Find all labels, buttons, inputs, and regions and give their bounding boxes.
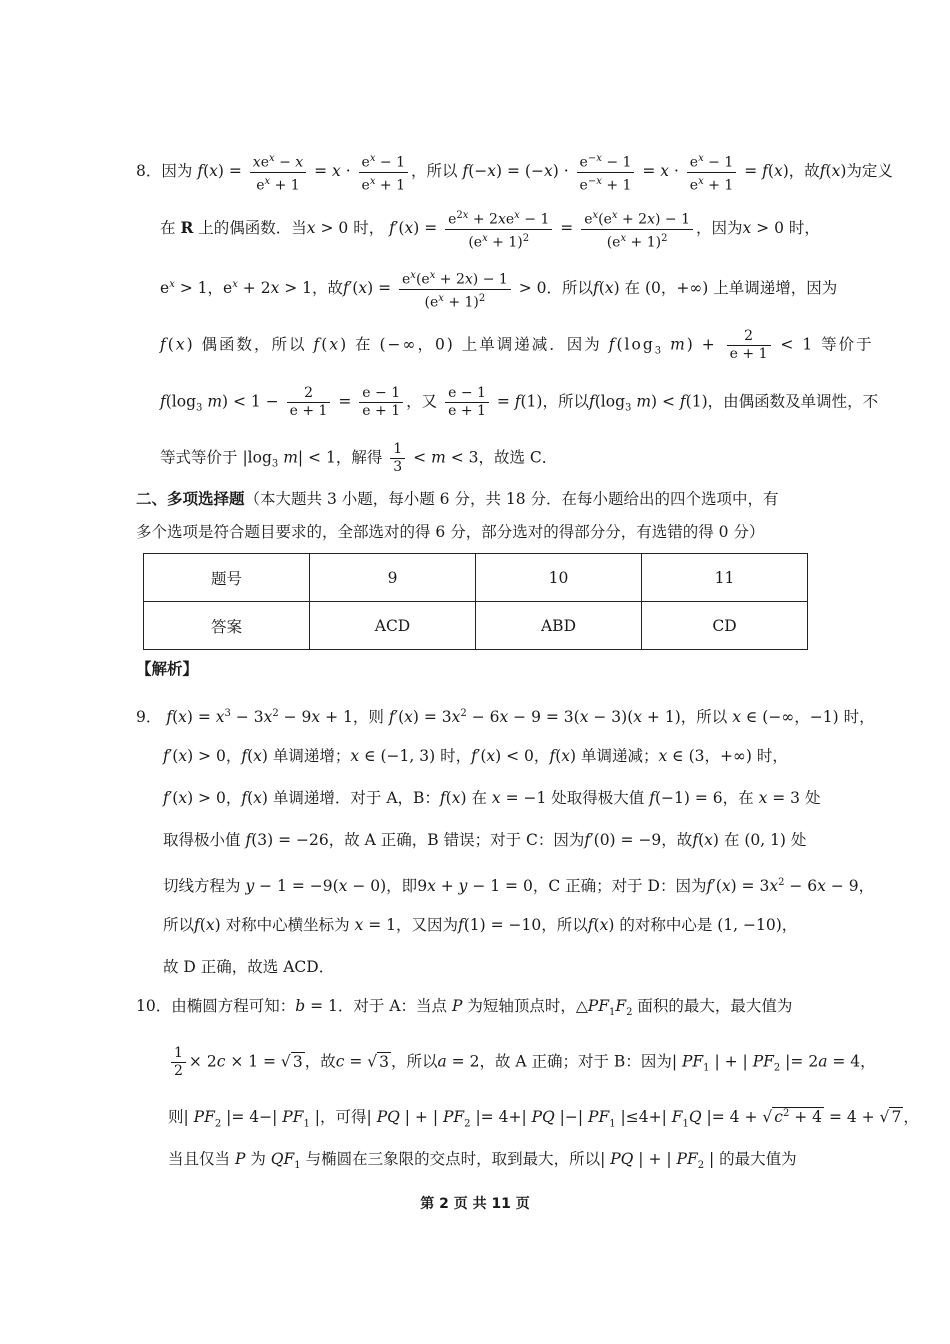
- table-cell: CD: [642, 602, 808, 650]
- table-cell: 10: [476, 554, 642, 602]
- table-cell: 题号: [144, 554, 310, 602]
- q10-line-4: 当且仅当 P 为 $QF_1$ 与椭圆在三象限的交点时，取到最大，所以| PQ | + | $PF_2$ | 的最大值为: [168, 1150, 797, 1172]
- section-heading: 二、多项选择题（本大题共 3 小题，每小题 6 分，共 18 分．在每小题给出的四个选项中，有: [136, 490, 779, 508]
- q10-number: 10．: [136, 997, 172, 1015]
- q8-line-3: $e^x > 1$，$e^x + 2x > 1$，故f′(x) = $\frac{e^x(e^x + 2x) - 1}{(e^x + 1)^2}$ > 0．所以f(x) 在 (0，+∞) 上单调递增，因为: [160, 267, 837, 311]
- table-cell: ABD: [476, 602, 642, 650]
- q9-number: 9．: [136, 708, 162, 727]
- q8-line-5: $f(\log_3$ m) < 1 − $\frac{2}{e + 1}$ = $\frac{e - 1}{e + 1}$ ，又 $\frac{e - 1}{e + 1}$ = f(1)，所以$f(\log_3$ m) < f(1)，由偶函数及单调性，不: [160, 385, 879, 419]
- table-cell: 9: [310, 554, 476, 602]
- q9-line-6: 所以f(x) 对称中心横坐标为 x = 1，又因为f(1) = −10，所以f(x) 的对称中心是 (1, −10)，: [163, 916, 798, 934]
- table-cell: ACD: [310, 602, 476, 650]
- q9-line-7: 故 D 正确，故选 ACD．: [163, 958, 335, 976]
- q10-line-1: 10．由椭圆方程可知：b = 1．对于 A：当点 P 为短轴顶点时，$\triangle PF_1F_2$ 面积的最大，最大值为: [136, 997, 793, 1019]
- q8-line-2: 在 R 上的偶函数．当x > 0 时， f′(x) = $\frac{e^{2x} + 2xe^x - 1}{(e^x + 1)^2}$ = $\frac{e^x(e^x + 2x) - 1}{(e^x + 1)^2}$ ，因为x > 0 时，: [160, 207, 820, 251]
- q8-number: 8．: [136, 162, 162, 181]
- q9-line-3: f′(x) > 0，f(x) 单调递增．对于 A，B：f(x) 在 x = −1 处取得极大值 f(−1) = 6，在 x = 3 处: [163, 789, 821, 807]
- page-footer: 第 2 页 共 11 页: [420, 1196, 530, 1212]
- q9-line-2: f′(x) > 0，f(x) 单调递增；x ∈ (−1, 3) 时，f′(x) < 0，f(x) 单调递减；x ∈ (3，+∞) 时，: [163, 747, 788, 765]
- q9-line-5: 切线方程为 y − 1 = −9(x − 0)，即9x + y − 1 = 0，C 正确；对于 D：因为$f'(x) = 3x^2 - 6x - 9$，: [163, 877, 875, 896]
- table-cell: 答案: [144, 602, 310, 650]
- q8-line-4: f(x) 偶函数，所以 f(x) 在 (−∞，0) 上单调递减．因为 $f(\log_3$ m) + $\frac{2}{e + 1}$ < 1 等价于: [160, 328, 874, 362]
- q10-line-2: $\frac{1}{2}$ × 2c × 1 = √ 3 ，故c = √ 3 ，所以a = 2，故 A 正确；对于 B：因为| $PF_1$ | + | $PF_2$ |= 2a = 4，: [168, 1045, 876, 1080]
- q10-line-3: 则| $PF_2$ |= 4−| $PF_1$ |，可得| PQ | + | $PF_2$ |= 4+| PQ |−| $PF_1$ |≤4+| $F_1Q$ |= 4 + √ $c^2 + 4 = 4$ + √ 7 ，: [168, 1108, 919, 1130]
- table-row: [144, 602, 808, 650]
- table-cell: 11: [642, 554, 808, 602]
- q8-line-1: 8．因为 f(x) = $\frac{xe^x - x}{e^x + 1}$ = x · $\frac{e^x - 1}{e^x + 1}$ ，所以 f(−x) = (−x) · $\frac{e^{-x} - 1}{e^{-x} + 1}$ = x · $\frac{e^x - 1}{e^x + 1}$ = f(x)，故f(x)为定义: [136, 150, 893, 194]
- analysis-label: 【解析】: [136, 660, 199, 678]
- q8-line-6: 等式等价于 $|\log_3$ m| < 1，解得 $\frac{1}{3}$ < m < 3，故选 C．: [160, 441, 558, 475]
- q9-line-4: 取得极小值 f(3) = −26，故 A 正确，B 错误；对于 C：因为f′(0) = −9，故f(x) 在 (0, 1) 处: [163, 831, 807, 849]
- q9-line-1: 9． $f(x) = x^3 - 3x^2 - 9x + 1$，则 $f'(x) = 3x^2 - 6x - 9 = 3(x - 3)(x + 1)$，所以 x ∈ (−∞，−1) 时，: [136, 708, 875, 727]
- section-heading-line-2: 多个选项是符合题目要求的，全部选对的得 6 分，部分选对的得部分分，有选错的得 0 分）: [136, 523, 765, 541]
- table-row: [144, 554, 808, 602]
- answer-table: [143, 553, 808, 650]
